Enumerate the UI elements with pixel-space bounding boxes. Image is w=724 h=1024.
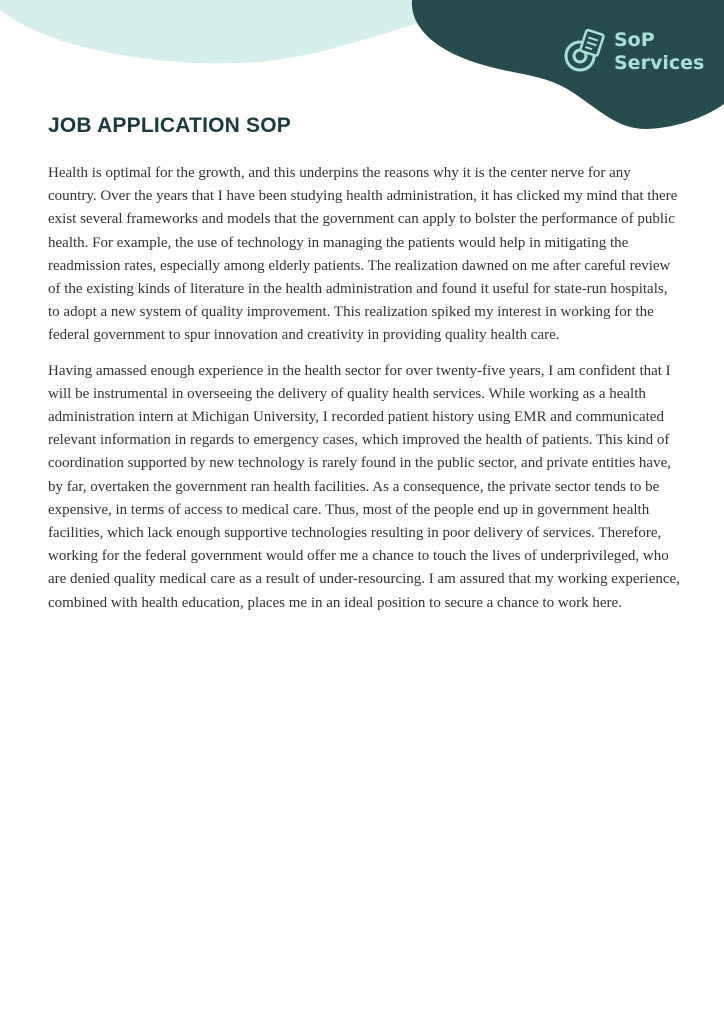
sop-logo-icon	[562, 28, 610, 76]
brand-logo	[562, 28, 704, 76]
brand-name-line2: Services	[614, 52, 705, 74]
document-title: JOB APPLICATION SOP	[48, 114, 291, 137]
document-body	[48, 162, 682, 627]
brand-name	[614, 29, 704, 75]
body-paragraph-2: Having amassed enough experience in the health sector for over twenty-five years, I am confident that I will be instrumental in overseeing the delivery of quality health services. While working as a health administration intern at Michigan University, I recorded patient history using EMR and communicated relevant information in regards to emergency cases, which improved the health of patients. This kind of coordination supported by new technology is rarely found in the public sector, and private entities have, by far, overtaken the government ran health facilities. As a consequence, the private sector tends to be expensive, in terms of access to medical care. Thus, most of the people end up in government health facilities, which lack enough supportive technologies resulting in poor delivery of services. Therefore, working for the federal government would offer me a chance to touch the lives of underprivileged, who are denied quality medical care as a result of under-resourcing. I am assured that my working experience, combined with health education, places me in an ideal position to secure a chance to work here.	[48, 362, 680, 611]
body-paragraph-1: Health is optimal for the growth, and this underpins the reasons why it is the center nerve for any country. Over the years that I have been studying health administration, it has clicked my mind that there exist several frameworks and models that the government can apply to bolster the performance of public health. For example, the use of technology in managing the patients would help in mitigating the readmission rates, especially among elderly patients. The realization dawned on me after careful review of the existing kinds of literature in the health administration and found it useful for state-run hospitals, to adopt a new system of quality improvement. This realization spiked my interest in working for the federal government to spur innovation and creativity in providing quality health care.	[48, 165, 678, 344]
brand-name-line1: SoP	[614, 29, 655, 51]
